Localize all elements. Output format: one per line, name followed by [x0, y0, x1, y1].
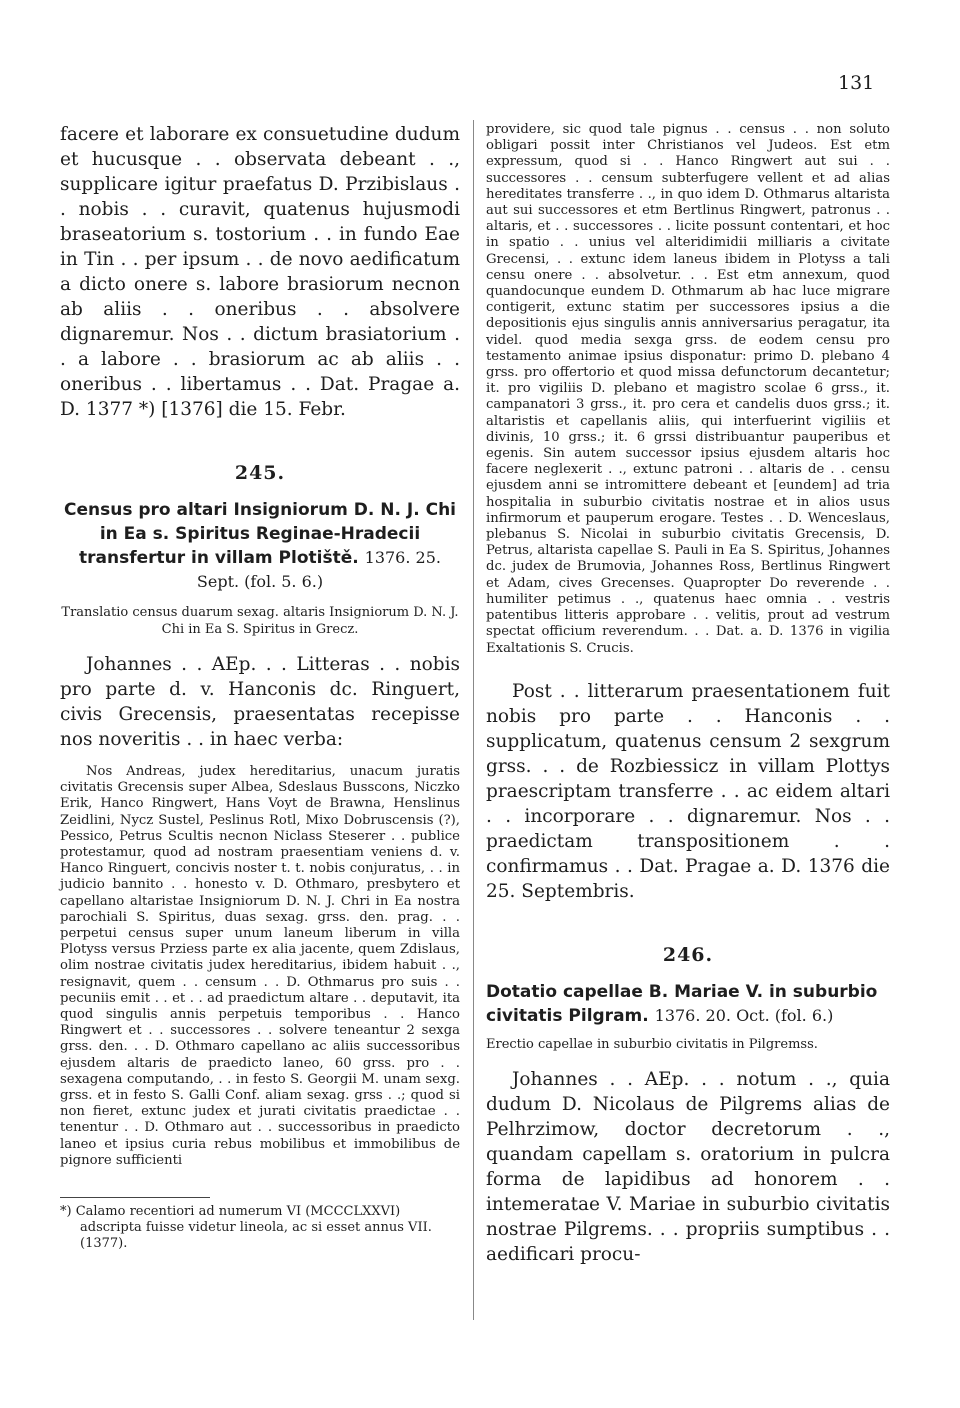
document-title-246-date: 1376. 20. Oct. (fol. 6.): [654, 1005, 834, 1025]
left-paragraph-1: facere et laborare ex consuetudine dudum et hucusque . . observata debeant . ., supplicare igitur praefatus D. Przibislaus . . nobis . . curavit, quatenus hujusmodi braseatorium s. tostorium . . in fundo Eae in Tin . . per ipsum . . de novo aedificatum a dicto onere s. labore brasiorum necnon ab aliis . . oneribus . . absolvere dignaremur. Nos . . dictum brasiatorium . . a labore . . brasiorum ac ab aliis . . oneribus . . libertamus . . Dat. Pragae a. D. 1377 *) [1376] die 15. Febr.: [60, 124, 460, 420]
document-title-246: [486, 980, 890, 1028]
column-divider: [473, 120, 474, 1320]
right-paragraph-1: providere, sic quod tale pignus . . census . . non soluto obligari possit inter Christianos vel Judeos. Est etm expressum, quod si . . Hanco Ringwert aut sui . . successores . . censum subterfugere vellent et ad alias hereditates transferre . ., in quo idem D. Othmarus altarista aut sui successores et etm Bertlinus Ringwert, patronus . . altaris, et . . successores . . licite possunt contentari, et hoc in spatio . . unius vel alteridimidii milliaris a civitate Grecensi, . . extunc idem laneus ibidem in Plotyss a tali censu onere . . absolvetur. . . Est etm annexum, quod quandocunque eundem D. Othmarum ab hac luce migrare contigerit, extunc statim per successores ipsius a die depositionis ejus singulis annis anniversarius peragatur, ita videl. quod media sexga grss. de eodem censu pro testamento animae ipsius disponatur: primo D. plebano 4 grss. pro offertorio et quod missa defunctorum decantetur; it. pro vigiliis D. plebano et magistro scolae 6 grss., it. campanatori 3 grss., it. pro cera et candelis duos grss.; it. altaristis et capellanis aliis, qui interfuerint vigiliis et divinis, 10 grss.; it. 6 grssi distribuantur pauperibus et egenis. Sin autem successor ipsius ejusdem altaris hoc facere neglexerit . ., extunc patroni . . altaris de . . censu ejusdem anni se intromittere debeant et [eundem] ad tria hospitalia in suburbio civitatis nostrae et in alios usus infirmorum et pauperum erogare. Testes . . D. Wenceslaus, plebanus S. Nicolai in suburbio civitatis Grecensis, D. Petrus, altarista capellae S. Pauli in Ea S. Spiritus, Johannes dc. judex de Brumovia, Johannes Ross, Bertlinus Ringwert et Adam, cives Grecenses. Quapropter Do reverende . . humiliter petimus . ., quatenus haec omnia . . vestris patentibus litteris approbare . . velitis, prout ad vestrum spectat officium reverendum. . . Dat. a. D. 1376 in vigilia Exaltationis S. Crucis.: [486, 122, 890, 656]
document-number-246: 246.: [662, 943, 714, 966]
left-paragraph-3: Nos Andreas, judex hereditarius, unacum juratis civitatis Grecensis super Albea, Sdeslaus Busscons, Niczko Erik, Hanco Ringwert, Hans Voyt de Brawna, Henslinus Zeidlini, Nycz Sustel, Peslinus Rotl, Mixo Dobruscensis (?), Pessico, Petrus Scultis necnon Niclass Steserer . . publice protestamur, quod ad nostram praesentiam veniens d. v. Hanco Ringuert, concivis noster t. t. nobis conjuratus, . . in judicio bannito . . honesto v. D. Othmaro, presbytero et capellano altaristae Insigniorum D. N. J. Chri in Ea nostra parochiali S. Spiritus, duas sexag. grss. den. prag. . . perpetui census super unum laneum liberum in villa Plotyss versus Prziess parte ex alia jacente, quem Zdislaus, olim nostrae civitatis judex hereditarius, ibidem habuit . ., resignavit, quem . . censum . . D. Othmarus pro suis . . pecuniis emit . . et . . ad praedictum altare . . deputavit, ita quod singulis annis perpetuis temporibus . . Hanco Ringwert et . . successores . . solvere teneantur 2 sexga grss. den. . . D. Othmaro capellano ac aliis successoribus ejusdem altaris de praedicto laneo, 60 grss. pro . . sexagena computando, . . in festo S. Georgii M. unam sexg. grss. et in festo S. Galli Conf. aliam sexag. grss . .; quod si non fieret, extunc judex et jurati civitatis praedictae . . tenentur . . D. Othmaro aut . . successoribus in praedicto laneo et ipsius curia rebus mobilibus et immobilibus de pignore sufficienti: [60, 764, 460, 1168]
footnote-rule: [60, 1197, 210, 1198]
page-number: 131: [838, 72, 875, 94]
left-column: [60, 122, 460, 1252]
right-paragraph-3: Johannes . . AEp. . . notum . ., quia dudum D. Nicolaus de Pilgrems alias de Pelhrzimow, doctor decretorum . ., quandam capellam s. oratorium in pulcra forma de lapidibus ad honorem . . intemeratae V. Mariae in suburbio civitatis nostrae Pilgrems. . . propriis sumptibus . . aedificari procu-: [486, 1068, 890, 1265]
footnote: *) Calamo recentiori ad numerum VI (MCCCLXXVI) adscripta fuisse videtur lineola, ac si esset annus VII. (1377).: [60, 1204, 432, 1252]
document-number-245: 245.: [234, 462, 286, 484]
right-paragraph-2: Post . . litterarum praesentationem fuit nobis pro parte . . Hanconis . . supplicatum, quatenus censum 2 sexgrum grss. . . de Rozbiessicz in villam Plottys praescriptam transferre . . ac eidem altari . . incorporare . . dignaremur. Nos . . praedictam transpositionem . . confirmamus . . Dat. Pragae a. D. 1376 die 25. Septembris.: [486, 680, 890, 902]
document-note-245: Translatio census duarum sexag. altaris Insigniorum D. N. J. Chi in Ea S. Spiritus in Grecz.: [61, 605, 459, 637]
left-paragraph-2: Johannes . . AEp. . . Litteras . . nobis pro parte d. v. Hanconis dc. Ringuert, civis Grecensis, praesentatas recepisse nos noveritis . . in haec verba:: [60, 654, 460, 750]
document-title-246-text: Dotatio capellae B. Mariae V. in suburbio civitatis Pilgram.: [486, 981, 878, 1026]
document-note-246: Erectio capellae in suburbio civitatis in Pilgremss.: [486, 1036, 818, 1052]
document-title-245-date: 1376. 25. Sept. (fol. 5. 6.): [196, 548, 441, 591]
document-title-245-text: Census pro altari Insigniorum D. N. J. Chi in Ea s. Spiritus Reginae-Hradecii transfertur in villam Plotiště.: [63, 500, 456, 568]
right-column: [486, 122, 890, 1267]
document-title-245: [60, 498, 460, 594]
